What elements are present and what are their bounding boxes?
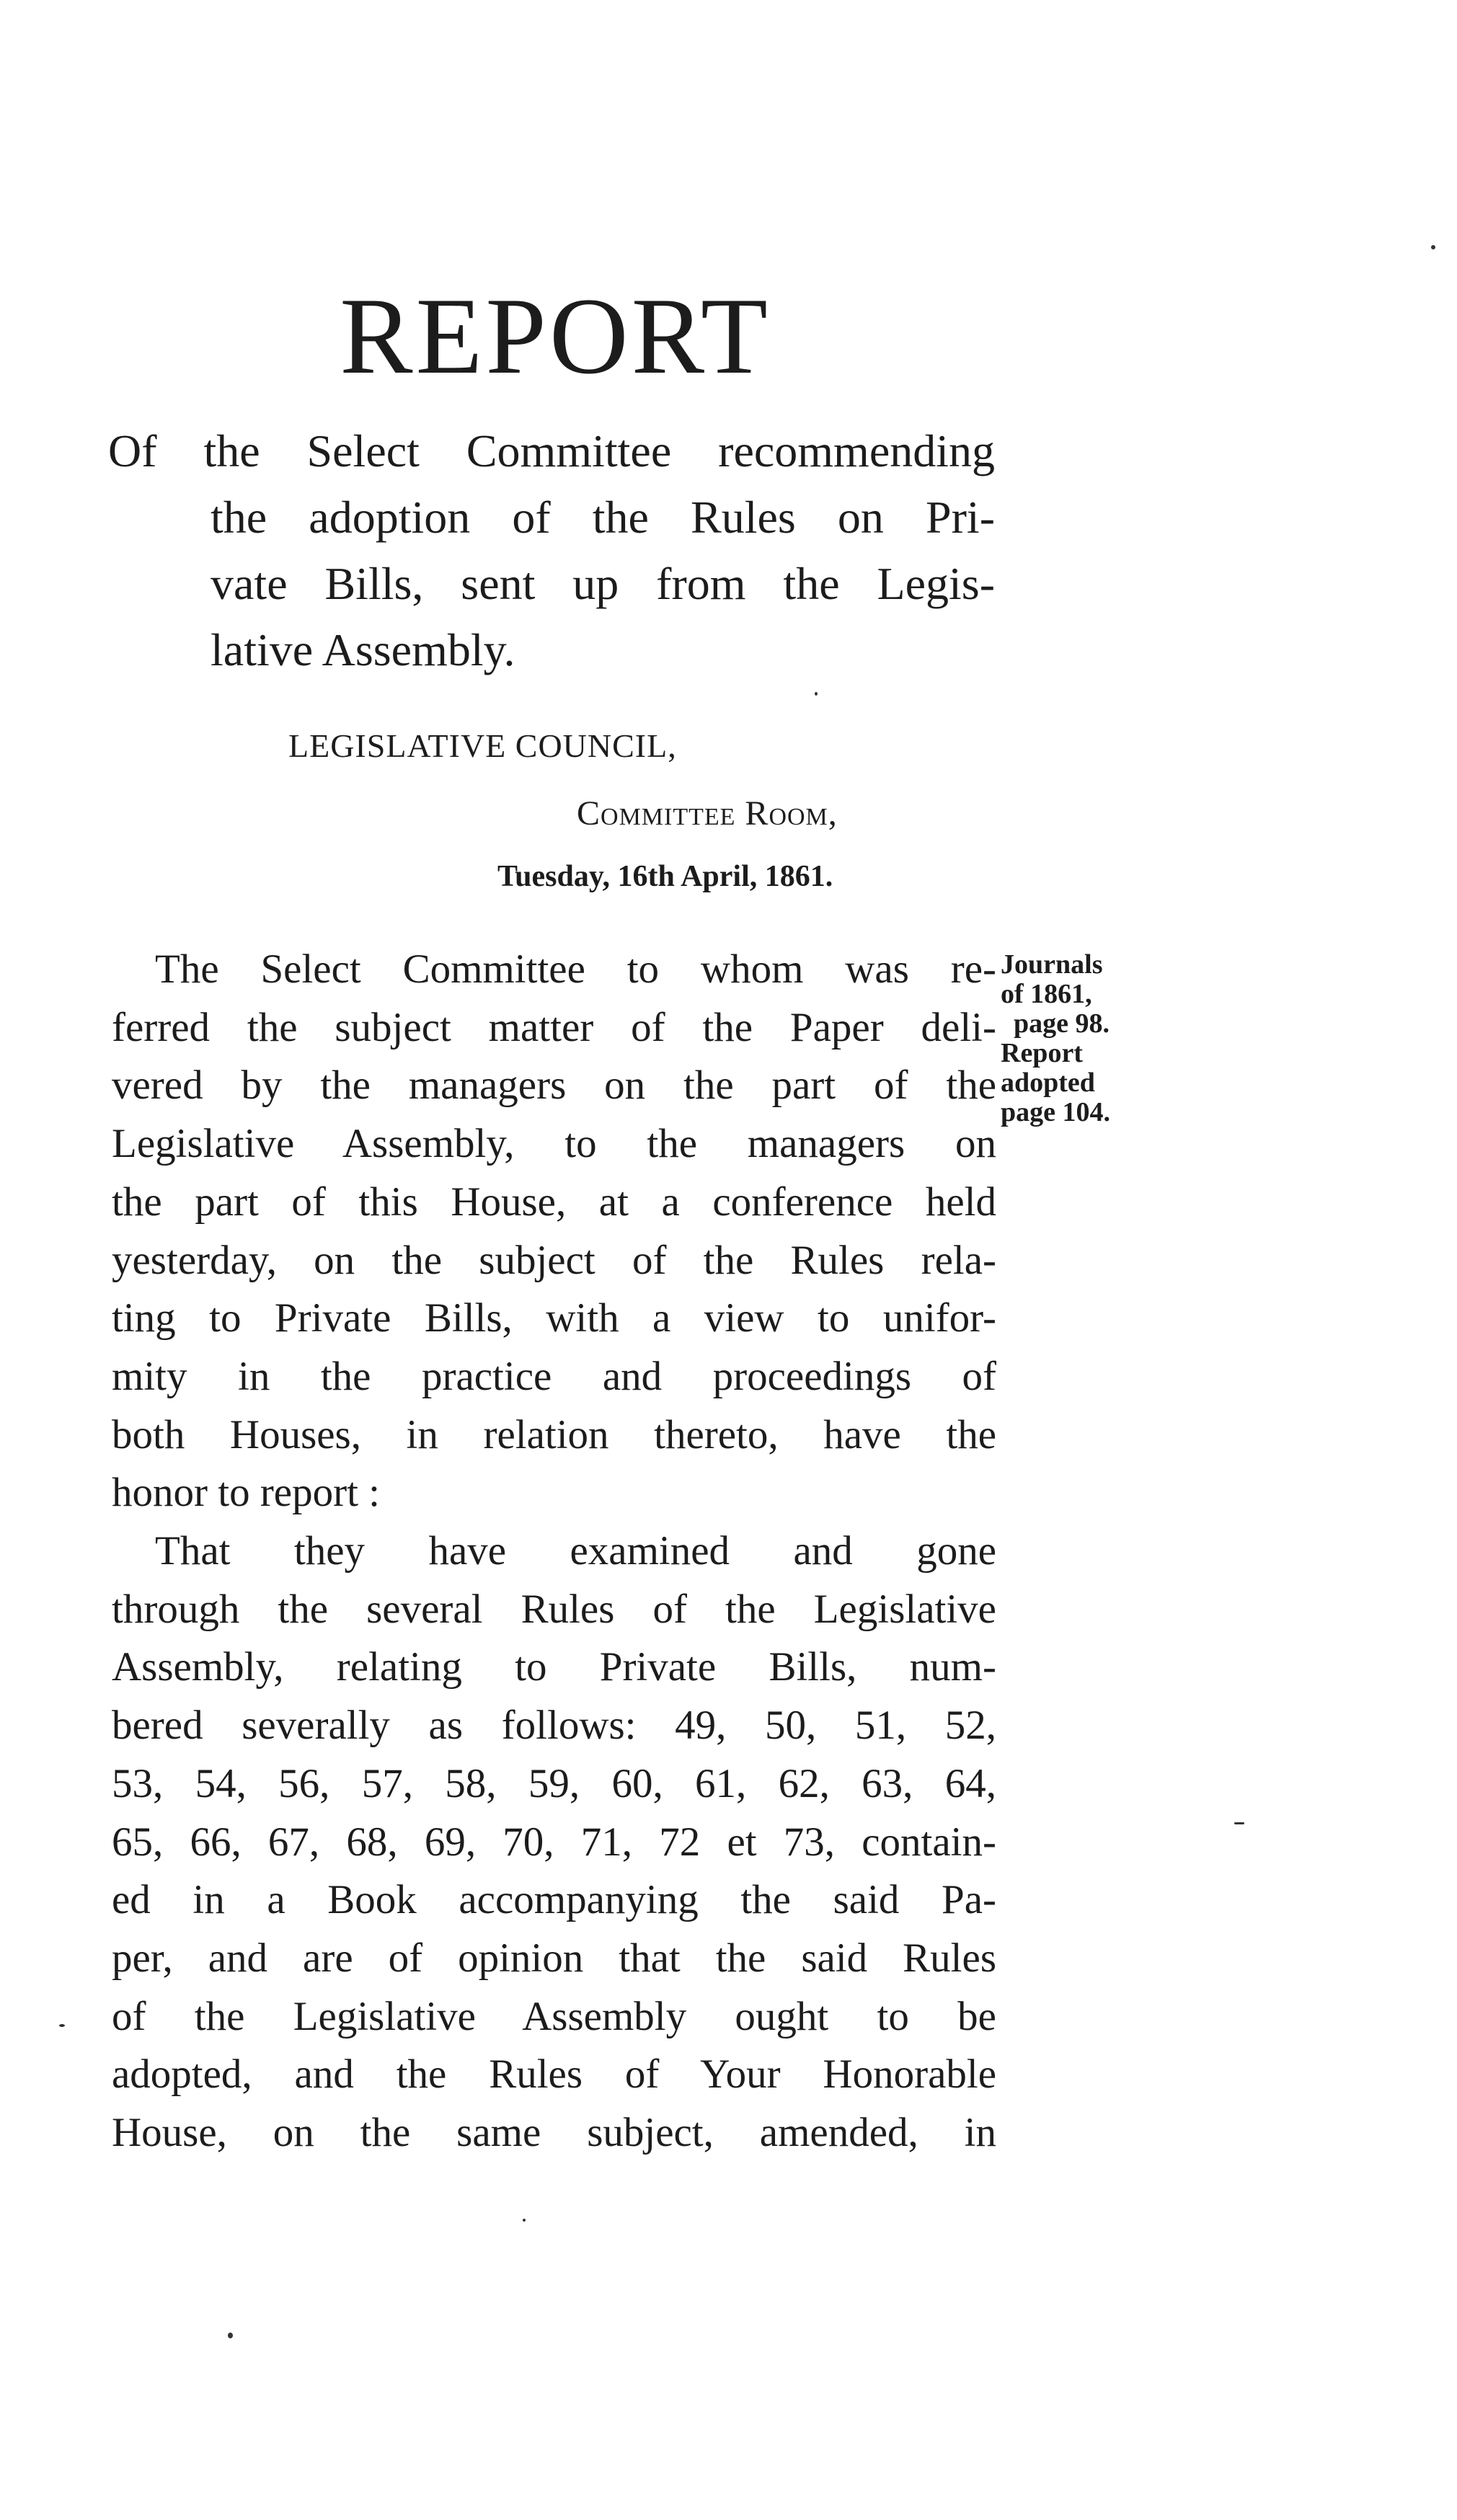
body-line: The Select Committee to whom was re- — [155, 946, 996, 992]
scan-speck — [523, 2219, 526, 2222]
margin-note-line: page 98. — [1014, 1008, 1110, 1039]
margin-note-line: Journals — [1001, 949, 1103, 980]
report-date: Tuesday, 16th April, 1861. — [497, 860, 833, 893]
body-line: bered severally as follows: 49, 50, 51, 52, — [112, 1703, 996, 1749]
subtitle-line: the adoption of the Rules on Pri- — [211, 492, 995, 543]
body-line: per, and are of opinion that the said Rules — [112, 1935, 996, 1981]
scan-speck — [59, 2024, 65, 2027]
subtitle-line: lative Assembly. — [211, 624, 515, 675]
body-line: Legislative Assembly, to the managers on — [112, 1121, 996, 1167]
body-line: House, on the same subject, amended, in — [112, 2110, 996, 2156]
report-body — [112, 941, 996, 2162]
margin-note-line: page 104. — [1001, 1097, 1110, 1127]
body-line: yesterday, on the subject of the Rules rela- — [112, 1237, 996, 1283]
margin-note-line: of 1861, — [1001, 979, 1092, 1009]
body-line: honor to report : — [112, 1470, 381, 1516]
margin-note-line: adopted — [1001, 1068, 1095, 1098]
scan-speck — [815, 692, 818, 696]
body-line: of the Legislative Assembly ought to be — [112, 1993, 996, 2039]
scan-speck — [1234, 1822, 1244, 1824]
report-subtitle — [108, 418, 995, 683]
body-line: Assembly, relating to Private Bills, num- — [112, 1644, 996, 1690]
scan-speck — [1431, 245, 1435, 249]
body-line: ed in a Book accompanying the said Pa- — [112, 1877, 996, 1923]
body-line: through the several Rules of the Legislative — [112, 1586, 996, 1632]
body-line: ferred the subject matter of the Paper deli- — [112, 1004, 996, 1050]
body-line: adopted, and the Rules of Your Honorable — [112, 2051, 996, 2098]
body-line: both Houses, in relation thereto, have the — [112, 1411, 996, 1458]
subtitle-line: vate Bills, sent up from the Legis- — [211, 558, 995, 609]
report-title: REPORT — [340, 275, 771, 396]
body-line: mity in the practice and proceedings of — [112, 1353, 996, 1399]
committee-room-heading: Committee Room, — [577, 794, 838, 833]
body-line: the part of this House, at a conference held — [112, 1179, 996, 1225]
body-line: vered by the managers on the part of the — [112, 1062, 996, 1109]
margin-note-line: Report — [1001, 1038, 1083, 1068]
margin-note — [1001, 950, 1174, 1127]
body-line: 65, 66, 67, 68, 69, 70, 71, 72 et 73, contain- — [112, 1819, 996, 1865]
body-line: 53, 54, 56, 57, 58, 59, 60, 61, 62, 63, 64, — [112, 1760, 996, 1806]
scan-speck — [228, 2333, 233, 2338]
body-line: That they have examined and gone — [155, 1528, 996, 1574]
body-line: ting to Private Bills, with a view to unifor- — [112, 1295, 996, 1341]
council-heading: LEGISLATIVE COUNCIL, — [288, 727, 677, 764]
subtitle-line: Of the Select Committee recommending — [108, 425, 995, 476]
